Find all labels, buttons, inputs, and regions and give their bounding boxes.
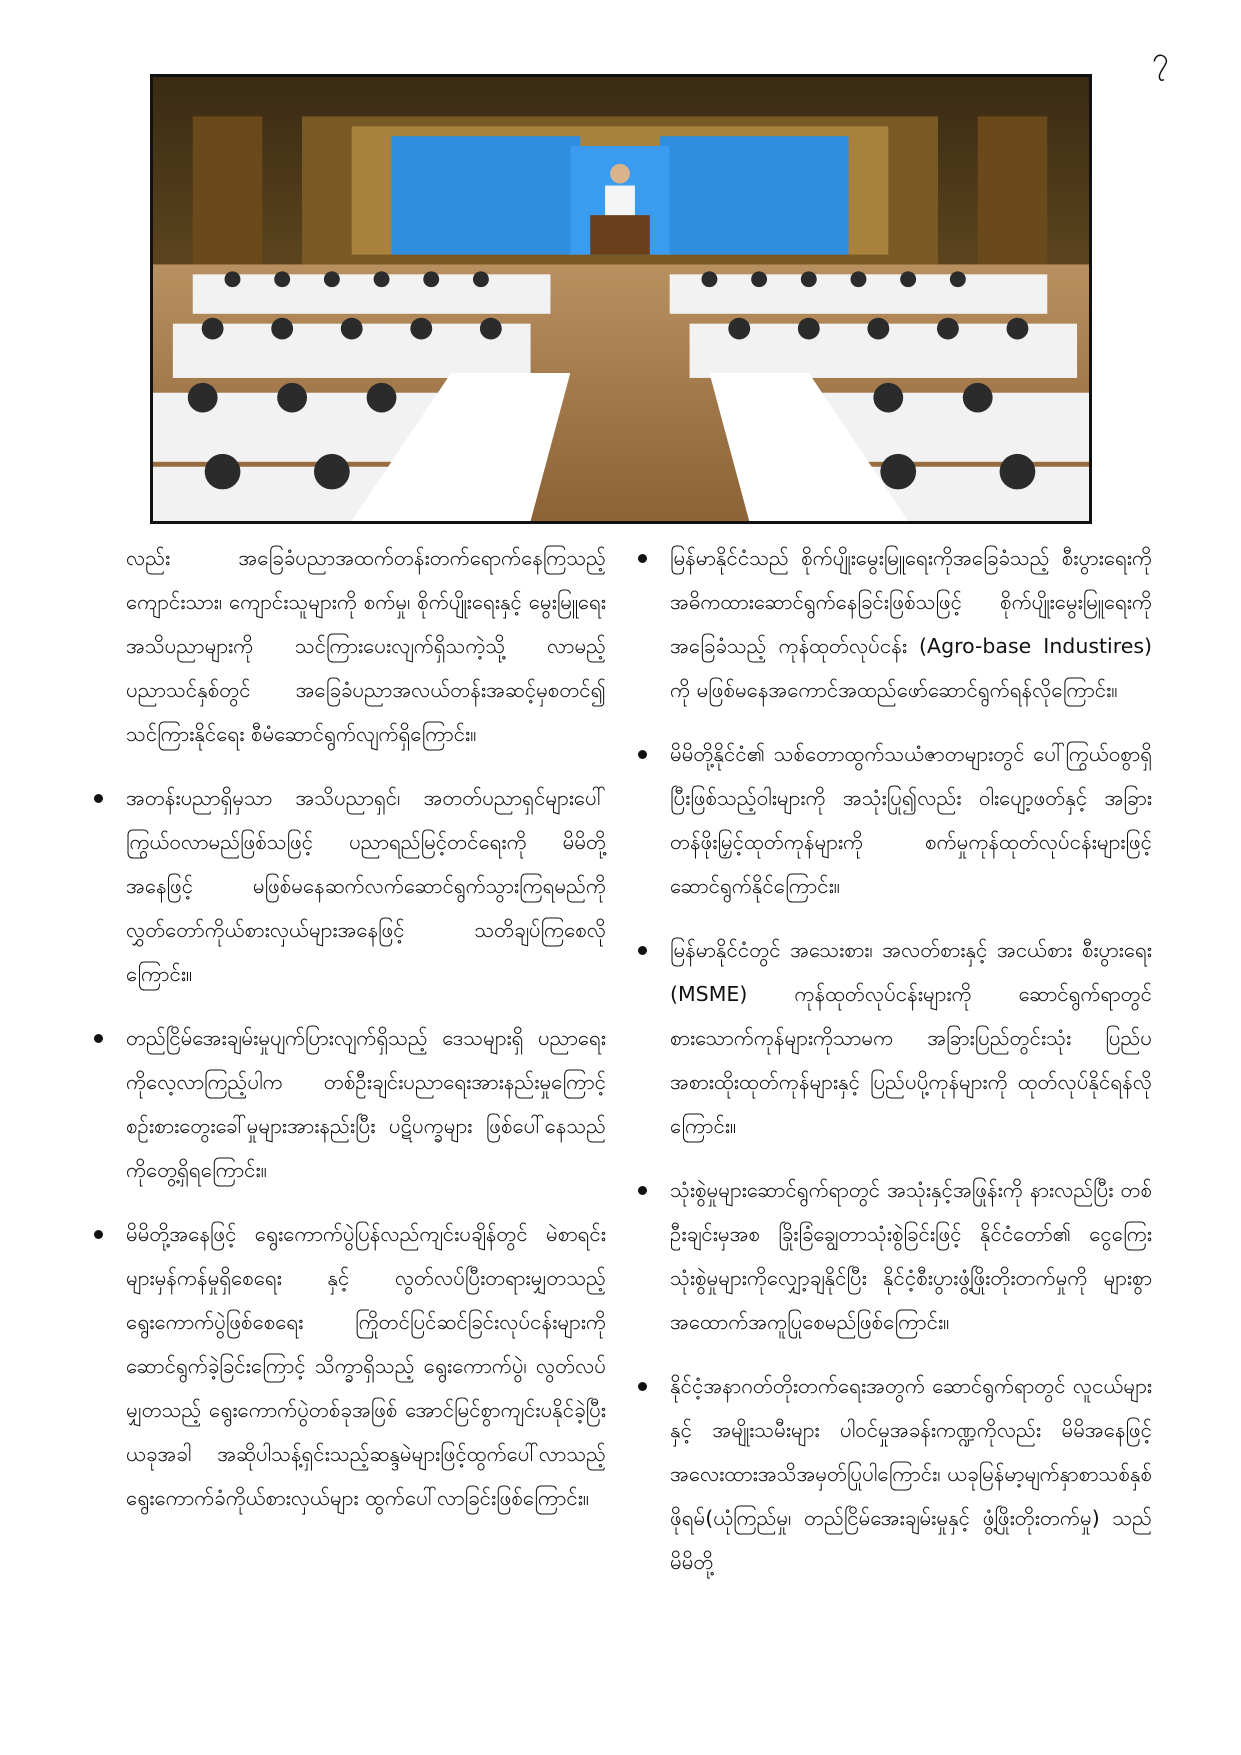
bullet-icon bbox=[638, 554, 647, 563]
bullet-item: မိမိတို့နိုင်ငံ၏ သစ်တောထွက်သယံဇာတများတွင် ပေါ်ကြွယ်ဝစွာရှိပြီးဖြစ်သည့်ဝါးများကို အသုံးပြု၍လည်း ဝါးပျော့ဖတ်နှင့် အခြားတန်ဖိုးမြှင့်ထုတ်ကုန်များကို စက်မှုကုန်ထုတ်လုပ်ငန်းများဖြင့် ဆောင်ရွက်နိုင်ကြောင်း။ bbox=[632, 732, 1152, 908]
right-column bbox=[632, 536, 1152, 1604]
bullet-icon bbox=[638, 1186, 647, 1195]
bullet-item: တည်ငြိမ်အေးချမ်းမှုပျက်ပြားလျက်ရှိသည့် ဒေသများရှိ ပညာရေးကိုလေ့လာကြည့်ပါက တစ်ဦးချင်းပညာရေးအားနည်းမှုကြောင့် စဉ်းစားတွေးခေါ်မှုများအားနည်းပြီး ပဋိပက္ခများ ဖြစ်ပေါ်နေသည်ကိုတွေ့ရှိရကြောင်း။ bbox=[88, 1016, 606, 1192]
conference-photo bbox=[150, 74, 1092, 524]
left-column bbox=[88, 536, 606, 1540]
bullet-item: မြန်မာနိုင်ငံတွင် အသေးစား၊ အလတ်စားနှင့် အငယ်စား စီးပွားရေး (MSME) ကုန်ထုတ်လုပ်ငန်းများကို ဆောင်ရွက်ရာတွင် စားသောက်ကုန်များကိုသာမက အခြားပြည်တွင်းသုံး ပြည်ပအစားထိုးထုတ်ကုန်များနှင့် ပြည်ပပို့ကုန်များကို ထုတ်လုပ်နိုင်ရန်လိုကြောင်း။ bbox=[632, 928, 1152, 1148]
page-number: ၇ bbox=[1152, 41, 1169, 76]
bullet-icon bbox=[94, 794, 103, 803]
bullet-item: နိုင်ငံ့အနာဂတ်တိုးတက်ရေးအတွက် ဆောင်ရွက်ရာတွင် လူငယ်များနှင့် အမျိုးသမီးများ ပါဝင်မှုအခန်းကဏ္ဍကိုလည်း မိမိအနေဖြင့် အလေးထားအသိအမှတ်ပြုပါကြောင်း၊ ယခုမြန်မာ့မျက်နှာစာသစ်နှစ်ဖိုရမ်(ယုံကြည်မှု၊ တည်ငြိမ်အေးချမ်းမှုနှင့် ဖွံ့ဖြိုးတိုးတက်မှု) သည် မိမိတို့ bbox=[632, 1364, 1152, 1584]
bullet-item: မိမိတို့အနေဖြင့် ရွေးကောက်ပွဲပြန်လည်ကျင်းပချိန်တွင် မဲစာရင်းများမှန်ကန်မှုရှိစေရေး နှင့် လွတ်လပ်ပြီးတရားမျှတသည့် ရွေးကောက်ပွဲဖြစ်စေရေး ကြိုတင်ပြင်ဆင်ခြင်းလုပ်ငန်းများကို ဆောင်ရွက်ခဲ့ခြင်းကြောင့် သိက္ခာရှိသည့် ရွေးကောက်ပွဲ၊ လွတ်လပ်မျှတသည့် ရွေးကောက်ပွဲတစ်ခုအဖြစ် အောင်မြင်စွာကျင်းပနိုင်ခဲ့ပြီး ယခုအခါ အဆိုပါသန့်ရှင်းသည့်ဆန္ဒမဲများဖြင့်ထွက်ပေါ်လာသည့် ရွေးကောက်ခံကိုယ်စားလှယ်များ ထွက်ပေါ်လာခြင်းဖြစ်ကြောင်း။ bbox=[88, 1212, 606, 1520]
bullet-icon bbox=[638, 1382, 647, 1391]
bullet-icon bbox=[638, 750, 647, 759]
bullet-item: သုံးစွဲမှုများဆောင်ရွက်ရာတွင် အသုံးနှင့်အဖြုန်းကို နားလည်ပြီး တစ်ဦးချင်းမှအစ ခြိုးခြံချွေတာသုံးစွဲခြင်းဖြင့် နိုင်ငံတော်၏ ငွေကြေးသုံးစွဲမှုများကိုလျှော့ချနိုင်ပြီး နိုင်ငံ့စီးပွားဖွံ့ဖြိုးတိုးတက်မှုကို များစွာအထောက်အကူပြုစေမည်ဖြစ်ကြောင်း။ bbox=[632, 1168, 1152, 1344]
bullet-icon bbox=[94, 1034, 103, 1043]
bullet-item: မြန်မာနိုင်ငံသည် စိုက်ပျိုးမွေးမြူရေးကိုအခြေခံသည့် စီးပွားရေးကို အဓိကထားဆောင်ရွက်နေခြင်းဖြစ်သဖြင့် စိုက်ပျိုးမွေးမြူရေးကိုအခြေခံသည့် ကုန်ထုတ်လုပ်ငန်း (Agro-base Industires) ကို မဖြစ်မနေအကောင်အထည်ဖော်ဆောင်ရွက်ရန်လိုကြောင်း။ bbox=[632, 536, 1152, 712]
conference-hall-photo-icon bbox=[153, 77, 1089, 521]
bullet-icon bbox=[638, 946, 647, 955]
bullet-icon bbox=[94, 1230, 103, 1239]
bullet-item: အတန်းပညာရှိမှသာ အသိပညာရှင်၊ အတတ်ပညာရှင်များပေါ်ကြွယ်ဝလာမည်ဖြစ်သဖြင့် ပညာရည်မြင့်တင်ရေးကို မိမိတို့အနေဖြင့် မဖြစ်မနေဆက်လက်ဆောင်ရွက်သွားကြရမည်ကို လွှတ်တော်ကိုယ်စားလှယ်များအနေဖြင့် သတိချပ်ကြစေလိုကြောင်း။ bbox=[88, 776, 606, 996]
continuation-paragraph: လည်း အခြေခံပညာအထက်တန်းတက်ရောက်နေကြသည့် ကျောင်းသား၊ ကျောင်းသူများကို စက်မှု၊ စိုက်ပျိုးရေးနှင့် မွေးမြူရေးအသိပညာများကို သင်ကြားပေးလျက်ရှိသကဲ့သို့ လာမည့်ပညာသင်နှစ်တွင် အခြေခံပညာအလယ်တန်းအဆင့်မှစတင်၍ သင်ကြားနိုင်ရေး စီမံဆောင်ရွက်လျက်ရှိကြောင်း။ bbox=[126, 546, 606, 746]
